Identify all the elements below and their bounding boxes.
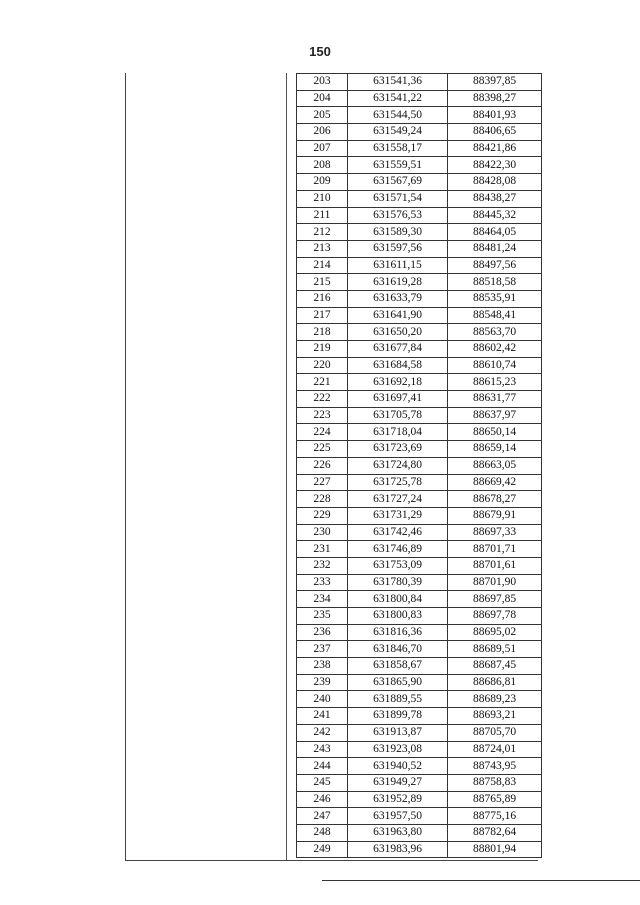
x-coordinate-cell: 631541,36 xyxy=(348,74,448,91)
x-coordinate-cell: 631544,50 xyxy=(348,107,448,124)
table-row xyxy=(297,357,542,374)
point-number-cell: 239 xyxy=(297,674,348,691)
x-coordinate-cell: 631559,51 xyxy=(348,157,448,174)
x-coordinate-cell: 631727,24 xyxy=(348,491,448,508)
x-coordinate-cell: 631705,78 xyxy=(348,407,448,424)
table-row xyxy=(297,274,542,291)
table-row xyxy=(297,591,542,608)
y-coordinate-cell: 88650,14 xyxy=(448,424,542,441)
y-coordinate-cell: 88697,85 xyxy=(448,591,542,608)
y-coordinate-cell: 88663,05 xyxy=(448,457,542,474)
point-number-cell: 224 xyxy=(297,424,348,441)
y-coordinate-cell: 88724,01 xyxy=(448,741,542,758)
coordinates-table xyxy=(296,73,542,858)
point-number-cell: 206 xyxy=(297,124,348,141)
x-coordinate-cell: 631753,09 xyxy=(348,557,448,574)
y-coordinate-cell: 88679,91 xyxy=(448,507,542,524)
table-row xyxy=(297,658,542,675)
point-number-cell: 243 xyxy=(297,741,348,758)
y-coordinate-cell: 88610,74 xyxy=(448,357,542,374)
table-row xyxy=(297,491,542,508)
table-row xyxy=(297,290,542,307)
x-coordinate-cell: 631611,15 xyxy=(348,257,448,274)
x-coordinate-cell: 631549,24 xyxy=(348,124,448,141)
coordinates-table-body xyxy=(297,74,542,858)
x-coordinate-cell: 631913,87 xyxy=(348,724,448,741)
table-row xyxy=(297,324,542,341)
y-coordinate-cell: 88775,16 xyxy=(448,808,542,825)
point-number-cell: 215 xyxy=(297,274,348,291)
x-coordinate-cell: 631558,17 xyxy=(348,140,448,157)
y-coordinate-cell: 88518,58 xyxy=(448,274,542,291)
y-coordinate-cell: 88602,42 xyxy=(448,341,542,358)
x-coordinate-cell: 631858,67 xyxy=(348,658,448,675)
table-row xyxy=(297,257,542,274)
point-number-cell: 204 xyxy=(297,90,348,107)
x-coordinate-cell: 631597,56 xyxy=(348,240,448,257)
y-coordinate-cell: 88689,51 xyxy=(448,641,542,658)
y-coordinate-cell: 88801,94 xyxy=(448,841,542,858)
point-number-cell: 231 xyxy=(297,541,348,558)
table-row xyxy=(297,541,542,558)
table-row xyxy=(297,774,542,791)
y-coordinate-cell: 88743,95 xyxy=(448,758,542,775)
x-coordinate-cell: 631746,89 xyxy=(348,541,448,558)
table-row xyxy=(297,441,542,458)
x-coordinate-cell: 631724,80 xyxy=(348,457,448,474)
frame-left-border xyxy=(125,73,126,860)
page-number: 150 xyxy=(309,44,331,59)
table-row xyxy=(297,808,542,825)
y-coordinate-cell: 88401,93 xyxy=(448,107,542,124)
x-coordinate-cell: 631800,83 xyxy=(348,608,448,625)
table-row xyxy=(297,841,542,858)
y-coordinate-cell: 88678,27 xyxy=(448,491,542,508)
x-coordinate-cell: 631589,30 xyxy=(348,224,448,241)
table-row xyxy=(297,341,542,358)
point-number-cell: 232 xyxy=(297,557,348,574)
table-row xyxy=(297,90,542,107)
y-coordinate-cell: 88398,27 xyxy=(448,90,542,107)
point-number-cell: 226 xyxy=(297,457,348,474)
table-row xyxy=(297,724,542,741)
x-coordinate-cell: 631816,36 xyxy=(348,624,448,641)
point-number-cell: 245 xyxy=(297,774,348,791)
point-number-cell: 240 xyxy=(297,691,348,708)
point-number-cell: 225 xyxy=(297,441,348,458)
x-coordinate-cell: 631619,28 xyxy=(348,274,448,291)
x-coordinate-cell: 631541,22 xyxy=(348,90,448,107)
x-coordinate-cell: 631571,54 xyxy=(348,190,448,207)
x-coordinate-cell: 631633,79 xyxy=(348,290,448,307)
y-coordinate-cell: 88697,33 xyxy=(448,524,542,541)
table-row xyxy=(297,391,542,408)
y-coordinate-cell: 88697,78 xyxy=(448,608,542,625)
x-coordinate-cell: 631889,55 xyxy=(348,691,448,708)
table-row xyxy=(297,507,542,524)
point-number-cell: 234 xyxy=(297,591,348,608)
y-coordinate-cell: 88782,64 xyxy=(448,824,542,841)
point-number-cell: 208 xyxy=(297,157,348,174)
point-number-cell: 229 xyxy=(297,507,348,524)
point-number-cell: 228 xyxy=(297,491,348,508)
point-number-cell: 249 xyxy=(297,841,348,858)
x-coordinate-cell: 631731,29 xyxy=(348,507,448,524)
point-number-cell: 233 xyxy=(297,574,348,591)
point-number-cell: 212 xyxy=(297,224,348,241)
table-row xyxy=(297,224,542,241)
x-coordinate-cell: 631742,46 xyxy=(348,524,448,541)
table-row xyxy=(297,174,542,191)
x-coordinate-cell: 631641,90 xyxy=(348,307,448,324)
x-coordinate-cell: 631650,20 xyxy=(348,324,448,341)
y-coordinate-cell: 88464,05 xyxy=(448,224,542,241)
table-row xyxy=(297,207,542,224)
table-row xyxy=(297,758,542,775)
point-number-cell: 223 xyxy=(297,407,348,424)
y-coordinate-cell: 88701,90 xyxy=(448,574,542,591)
y-coordinate-cell: 88695,02 xyxy=(448,624,542,641)
table-row xyxy=(297,190,542,207)
table-row xyxy=(297,457,542,474)
y-coordinate-cell: 88422,30 xyxy=(448,157,542,174)
y-coordinate-cell: 88687,45 xyxy=(448,658,542,675)
x-coordinate-cell: 631800,84 xyxy=(348,591,448,608)
y-coordinate-cell: 88705,70 xyxy=(448,724,542,741)
x-coordinate-cell: 631692,18 xyxy=(348,374,448,391)
point-number-cell: 248 xyxy=(297,824,348,841)
table-row xyxy=(297,107,542,124)
point-number-cell: 203 xyxy=(297,74,348,91)
table-row xyxy=(297,74,542,91)
x-coordinate-cell: 631576,53 xyxy=(348,207,448,224)
x-coordinate-cell: 631846,70 xyxy=(348,641,448,658)
x-coordinate-cell: 631923,08 xyxy=(348,741,448,758)
x-coordinate-cell: 631684,58 xyxy=(348,357,448,374)
table-row xyxy=(297,741,542,758)
table-row xyxy=(297,574,542,591)
y-coordinate-cell: 88481,24 xyxy=(448,240,542,257)
table-row xyxy=(297,124,542,141)
table-row xyxy=(297,691,542,708)
x-coordinate-cell: 631949,27 xyxy=(348,774,448,791)
x-coordinate-cell: 631983,96 xyxy=(348,841,448,858)
point-number-cell: 238 xyxy=(297,658,348,675)
point-number-cell: 237 xyxy=(297,641,348,658)
point-number-cell: 209 xyxy=(297,174,348,191)
y-coordinate-cell: 88701,61 xyxy=(448,557,542,574)
point-number-cell: 242 xyxy=(297,724,348,741)
y-coordinate-cell: 88615,23 xyxy=(448,374,542,391)
y-coordinate-cell: 88758,83 xyxy=(448,774,542,791)
x-coordinate-cell: 631780,39 xyxy=(348,574,448,591)
point-number-cell: 214 xyxy=(297,257,348,274)
point-number-cell: 216 xyxy=(297,290,348,307)
table-row xyxy=(297,157,542,174)
point-number-cell: 241 xyxy=(297,708,348,725)
x-coordinate-cell: 631725,78 xyxy=(348,474,448,491)
table-row xyxy=(297,557,542,574)
x-coordinate-cell: 631567,69 xyxy=(348,174,448,191)
point-number-cell: 213 xyxy=(297,240,348,257)
y-coordinate-cell: 88438,27 xyxy=(448,190,542,207)
y-coordinate-cell: 88406,65 xyxy=(448,124,542,141)
table-row xyxy=(297,474,542,491)
y-coordinate-cell: 88535,91 xyxy=(448,290,542,307)
y-coordinate-cell: 88421,86 xyxy=(448,140,542,157)
point-number-cell: 235 xyxy=(297,608,348,625)
table-row xyxy=(297,674,542,691)
bottom-rule xyxy=(322,880,640,881)
point-number-cell: 220 xyxy=(297,357,348,374)
y-coordinate-cell: 88397,85 xyxy=(448,74,542,91)
table-row xyxy=(297,424,542,441)
y-coordinate-cell: 88689,23 xyxy=(448,691,542,708)
point-number-cell: 221 xyxy=(297,374,348,391)
table-row xyxy=(297,708,542,725)
table-row xyxy=(297,374,542,391)
table-row xyxy=(297,641,542,658)
point-number-cell: 210 xyxy=(297,190,348,207)
point-number-cell: 247 xyxy=(297,808,348,825)
y-coordinate-cell: 88686,81 xyxy=(448,674,542,691)
x-coordinate-cell: 631940,52 xyxy=(348,758,448,775)
y-coordinate-cell: 88497,56 xyxy=(448,257,542,274)
frame-bottom-border xyxy=(125,860,538,861)
x-coordinate-cell: 631723,69 xyxy=(348,441,448,458)
x-coordinate-cell: 631718,04 xyxy=(348,424,448,441)
y-coordinate-cell: 88659,14 xyxy=(448,441,542,458)
y-coordinate-cell: 88548,41 xyxy=(448,307,542,324)
point-number-cell: 222 xyxy=(297,391,348,408)
y-coordinate-cell: 88445,32 xyxy=(448,207,542,224)
point-number-cell: 244 xyxy=(297,758,348,775)
y-coordinate-cell: 88563,70 xyxy=(448,324,542,341)
y-coordinate-cell: 88631,77 xyxy=(448,391,542,408)
table-row xyxy=(297,624,542,641)
point-number-cell: 205 xyxy=(297,107,348,124)
point-number-cell: 217 xyxy=(297,307,348,324)
y-coordinate-cell: 88637,97 xyxy=(448,407,542,424)
x-coordinate-cell: 631677,84 xyxy=(348,341,448,358)
point-number-cell: 246 xyxy=(297,791,348,808)
table-row xyxy=(297,240,542,257)
point-number-cell: 211 xyxy=(297,207,348,224)
table-row xyxy=(297,524,542,541)
x-coordinate-cell: 631957,50 xyxy=(348,808,448,825)
y-coordinate-cell: 88428,08 xyxy=(448,174,542,191)
y-coordinate-cell: 88669,42 xyxy=(448,474,542,491)
table-row xyxy=(297,608,542,625)
point-number-cell: 227 xyxy=(297,474,348,491)
y-coordinate-cell: 88693,21 xyxy=(448,708,542,725)
table-row xyxy=(297,791,542,808)
frame-column-divider xyxy=(286,73,287,860)
y-coordinate-cell: 88701,71 xyxy=(448,541,542,558)
table-row xyxy=(297,140,542,157)
table-row xyxy=(297,824,542,841)
point-number-cell: 219 xyxy=(297,341,348,358)
table-row xyxy=(297,307,542,324)
point-number-cell: 230 xyxy=(297,524,348,541)
table-row xyxy=(297,407,542,424)
x-coordinate-cell: 631899,78 xyxy=(348,708,448,725)
point-number-cell: 236 xyxy=(297,624,348,641)
x-coordinate-cell: 631697,41 xyxy=(348,391,448,408)
x-coordinate-cell: 631865,90 xyxy=(348,674,448,691)
point-number-cell: 207 xyxy=(297,140,348,157)
y-coordinate-cell: 88765,89 xyxy=(448,791,542,808)
x-coordinate-cell: 631963,80 xyxy=(348,824,448,841)
point-number-cell: 218 xyxy=(297,324,348,341)
x-coordinate-cell: 631952,89 xyxy=(348,791,448,808)
